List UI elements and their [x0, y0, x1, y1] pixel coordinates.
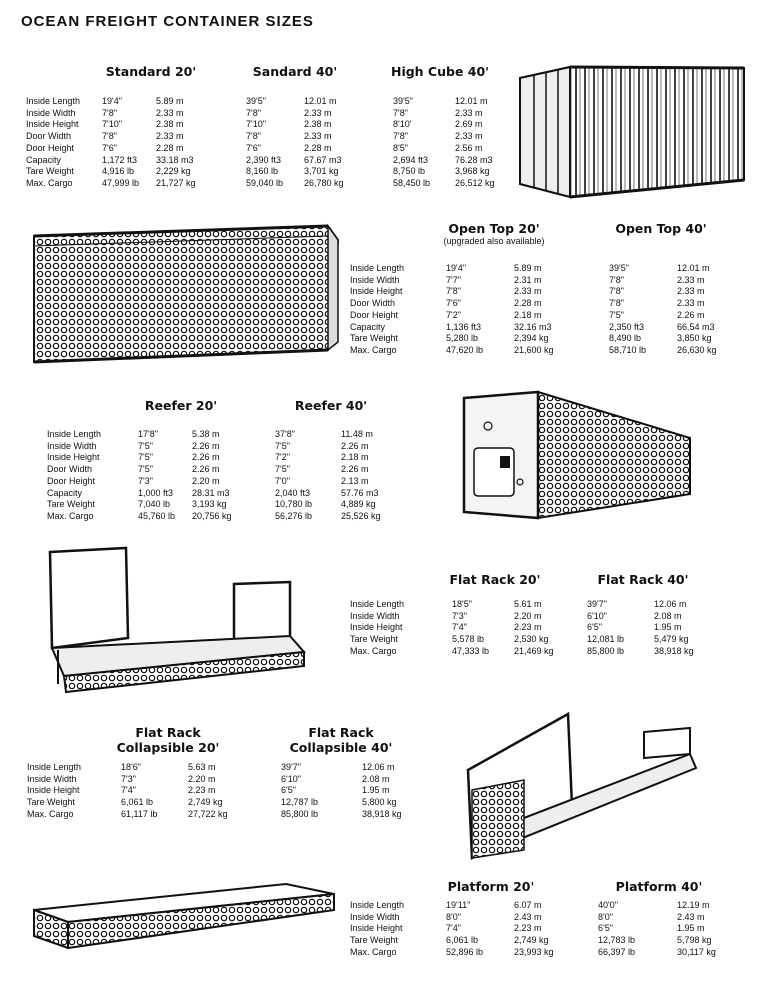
spec-value: 8'5"	[393, 142, 408, 153]
spec-label: Inside Height	[26, 119, 79, 130]
spec-row	[0, 762, 768, 774]
spec-value: 59,040 lb	[246, 177, 284, 188]
spec-value: 7'6"	[102, 142, 117, 153]
spec-value: 37'8"	[275, 429, 295, 439]
spec-label: Inside Length	[350, 900, 405, 910]
spec-value: 2.23 m	[514, 622, 542, 633]
spec-value: 21,469 kg	[514, 645, 554, 656]
spec-value: 7'5"	[609, 309, 624, 320]
spec-value: 7'8"	[609, 298, 624, 309]
spec-value: 76.28 m3	[455, 154, 493, 165]
container-type-name: Platform 20'	[447, 879, 535, 894]
spec-value: 21,600 kg	[514, 344, 554, 355]
spec-value: 66.54 m3	[677, 321, 715, 332]
spec-label: Inside Width	[350, 610, 400, 621]
spec-row	[0, 935, 768, 947]
spec-row	[0, 345, 768, 357]
spec-value: 2.18 m	[514, 309, 542, 320]
spec-value: 2.26 m	[341, 464, 369, 475]
spec-label: Inside Height	[350, 286, 403, 297]
spec-value: 2.28 m	[304, 142, 332, 153]
spec-value: 5,800 kg	[362, 797, 397, 808]
spec-value: 2.33 m	[156, 131, 184, 142]
standard-type-header	[225, 64, 365, 79]
spec-row	[0, 143, 768, 155]
spec-value: 56,276 lb	[275, 510, 313, 521]
spec-value: 2.33 m	[455, 131, 483, 142]
spec-row	[0, 488, 768, 500]
spec-value: 1,136 ft3	[446, 321, 482, 332]
spec-value: 7'6"	[246, 142, 261, 153]
spec-value: 40'0"	[598, 900, 618, 910]
spec-value: 7,040 lb	[138, 499, 171, 510]
spec-value: 19'11"	[446, 900, 471, 910]
spec-row	[0, 441, 768, 453]
spec-label: Inside Width	[27, 773, 77, 784]
spec-value: 12,783 lb	[598, 935, 636, 946]
spec-value: 2.26 m	[341, 440, 369, 451]
spec-value: 2.33 m	[677, 274, 705, 285]
flat-rack-collapsible-type-header	[98, 725, 238, 755]
spec-value: 12,787 lb	[281, 797, 319, 808]
spec-value: 6,061 lb	[446, 935, 479, 946]
spec-value: 2.33 m	[514, 286, 542, 297]
spec-value: 7'10"	[102, 119, 122, 130]
container-type-name: Open Top 40'	[615, 221, 707, 236]
spec-value: 2.33 m	[677, 298, 705, 309]
flat-rack-collapsible-type-header	[271, 725, 411, 755]
spec-value: 4,916 lb	[102, 166, 135, 177]
spec-value: 2.08 m	[362, 773, 390, 784]
flat-rack-type-header	[425, 572, 565, 587]
spec-value: 61,117 lb	[121, 808, 158, 819]
spec-row	[0, 912, 768, 924]
spec-value: 1.95 m	[362, 785, 390, 796]
container-type-name: Sandard 40'	[252, 64, 338, 79]
spec-value: 5.89 m	[514, 263, 542, 273]
open-top-type-header	[424, 221, 564, 246]
spec-value: 5.38 m	[192, 429, 220, 439]
platform-type-header	[421, 879, 561, 894]
spec-value: 2.38 m	[304, 119, 332, 130]
spec-row	[0, 774, 768, 786]
spec-value: 7'3"	[452, 610, 467, 621]
spec-value: 2.20 m	[514, 610, 542, 621]
open-top-type-header	[591, 221, 731, 236]
spec-row	[0, 634, 768, 646]
spec-label: Tare Weight	[47, 499, 95, 510]
spec-value: 2,350 ft3	[609, 321, 645, 332]
spec-label: Inside Length	[26, 96, 81, 106]
spec-row	[0, 797, 768, 809]
spec-value: 2,694 ft3	[393, 154, 429, 165]
spec-value: 39'7"	[281, 762, 301, 772]
spec-value: 3,193 kg	[192, 499, 227, 510]
spec-label: Inside Length	[47, 429, 102, 439]
spec-value: 25,526 kg	[341, 510, 381, 521]
spec-row	[0, 900, 768, 912]
spec-row	[0, 108, 768, 120]
spec-value: 21,727 kg	[156, 177, 196, 188]
spec-value: 38,918 kg	[654, 645, 694, 656]
spec-label: Tare Weight	[350, 333, 398, 344]
spec-value: 1.95 m	[677, 923, 705, 934]
spec-row	[0, 611, 768, 623]
spec-value: 5.61 m	[514, 599, 542, 609]
spec-value: 38,918 kg	[362, 808, 402, 819]
spec-value: 58,450 lb	[393, 177, 431, 188]
spec-row	[0, 785, 768, 797]
spec-value: 1,172 ft3	[102, 154, 138, 165]
spec-value: 2,229 kg	[156, 166, 191, 177]
spec-value: 39'7"	[587, 599, 607, 609]
spec-value: 1.95 m	[654, 622, 682, 633]
spec-value: 12.06 m	[362, 762, 395, 772]
spec-value: 3,968 kg	[455, 166, 490, 177]
spec-value: 7'2"	[275, 452, 290, 463]
spec-value: 2.33 m	[304, 107, 332, 118]
spec-value: 6'10"	[281, 773, 301, 784]
spec-label: Inside Width	[350, 274, 400, 285]
spec-value: 58,710 lb	[609, 344, 647, 355]
spec-value: 2,394 kg	[514, 333, 549, 344]
spec-row	[0, 947, 768, 959]
spec-value: 2,749 kg	[514, 935, 549, 946]
spec-value: 7'6"	[446, 298, 461, 309]
spec-value: 30,117 kg	[677, 946, 716, 957]
spec-value: 7'5"	[138, 440, 153, 451]
spec-value: 3,701 kg	[304, 166, 339, 177]
spec-label: Capacity	[47, 487, 83, 498]
spec-label: Inside Height	[350, 622, 403, 633]
spec-value: 27,722 kg	[188, 808, 228, 819]
spec-label: Inside Length	[350, 599, 405, 609]
spec-value: 5,280 lb	[446, 333, 479, 344]
spec-row	[0, 333, 768, 345]
spec-value: 66,397 lb	[598, 946, 636, 957]
spec-value: 7'8"	[102, 107, 117, 118]
reefer-type-header	[111, 398, 251, 413]
spec-row	[0, 511, 768, 523]
spec-row	[0, 464, 768, 476]
container-type-name: Reefer 40'	[294, 398, 368, 413]
spec-value: 7'0"	[275, 475, 290, 486]
container-type-note: (upgraded also available)	[443, 236, 545, 246]
spec-value: 5,578 lb	[452, 634, 485, 645]
spec-label: Inside Width	[350, 911, 400, 922]
spec-label: Tare Weight	[350, 634, 398, 645]
spec-label: Max. Cargo	[350, 645, 397, 656]
spec-value: 7'2"	[446, 309, 461, 320]
spec-value: 8,750 lb	[393, 166, 426, 177]
spec-row	[0, 310, 768, 322]
spec-row	[0, 286, 768, 298]
spec-value: 19'4"	[446, 263, 466, 273]
spec-value: 7'7"	[446, 274, 461, 285]
spec-value: 4,889 kg	[341, 499, 376, 510]
spec-label: Tare Weight	[27, 797, 75, 808]
spec-value: 7'8"	[102, 131, 117, 142]
spec-value: 12.01 m	[677, 263, 710, 273]
spec-label: Door Width	[350, 298, 396, 309]
spec-value: 2,530 kg	[514, 634, 549, 645]
spec-value: 8'0"	[598, 911, 613, 922]
standard-type-header	[81, 64, 221, 79]
spec-value: 2,749 kg	[188, 797, 223, 808]
spec-value: 2.43 m	[677, 911, 705, 922]
spec-value: 18'6"	[121, 762, 141, 772]
spec-label: Inside Length	[27, 762, 82, 772]
spec-value: 6'5"	[587, 622, 602, 633]
spec-row	[0, 131, 768, 143]
spec-row	[0, 119, 768, 131]
spec-label: Max. Cargo	[47, 510, 94, 521]
container-type-name: Flat Rack 20'	[449, 572, 541, 587]
spec-value: 2.20 m	[188, 773, 216, 784]
spec-value: 5,479 kg	[654, 634, 689, 645]
spec-value: 85,800 lb	[587, 645, 625, 656]
spec-value: 2.26 m	[192, 452, 220, 463]
spec-value: 2.18 m	[341, 452, 369, 463]
spec-row	[0, 155, 768, 167]
spec-value: 7'8"	[609, 286, 624, 297]
spec-row	[0, 499, 768, 511]
spec-value: 39'5"	[609, 263, 629, 273]
spec-value: 28.31 m3	[192, 487, 230, 498]
spec-value: 7'8"	[393, 131, 408, 142]
spec-value: 17'8"	[138, 429, 158, 439]
spec-label: Door Height	[26, 142, 75, 153]
flat-rack-type-header	[573, 572, 713, 587]
spec-value: 2.20 m	[192, 475, 220, 486]
spec-value: 85,800 lb	[281, 808, 319, 819]
spec-value: 8,490 lb	[609, 333, 642, 344]
spec-value: 2.56 m	[455, 142, 483, 153]
spec-label: Door Height	[47, 475, 96, 486]
spec-value: 12.01 m	[455, 96, 488, 106]
spec-value: 7'10"	[246, 119, 266, 130]
container-type-name: Flat Rack Collapsible 20'	[116, 725, 220, 755]
spec-value: 23,993 kg	[514, 946, 554, 957]
spec-label: Inside Width	[26, 107, 76, 118]
container-type-name: Reefer 20'	[144, 398, 218, 413]
spec-value: 2.23 m	[188, 785, 216, 796]
container-type-name: Platform 40'	[615, 879, 703, 894]
spec-value: 2.28 m	[156, 142, 184, 153]
platform-type-header	[589, 879, 729, 894]
spec-row	[0, 809, 768, 821]
spec-value: 2.69 m	[455, 119, 483, 130]
spec-label: Max. Cargo	[350, 946, 397, 957]
spec-value: 39'5"	[393, 96, 413, 106]
spec-value: 2,390 ft3	[246, 154, 282, 165]
spec-value: 57.76 m3	[341, 487, 379, 498]
spec-value: 47,620 lb	[446, 344, 484, 355]
spec-value: 2.33 m	[304, 131, 332, 142]
spec-value: 7'8"	[446, 286, 461, 297]
spec-value: 7'5"	[138, 464, 153, 475]
spec-row	[0, 622, 768, 634]
spec-value: 7'8"	[246, 131, 261, 142]
spec-value: 45,760 lb	[138, 510, 176, 521]
spec-value: 2.13 m	[341, 475, 369, 486]
spec-value: 32.16 m3	[514, 321, 552, 332]
spec-value: 2.33 m	[455, 107, 483, 118]
container-type-name: Open Top 20'	[448, 221, 540, 236]
spec-value: 8,160 lb	[246, 166, 279, 177]
spec-row	[0, 275, 768, 287]
spec-value: 5.89 m	[156, 96, 184, 106]
spec-row	[0, 263, 768, 275]
spec-value: 5,798 kg	[677, 935, 712, 946]
spec-label: Door Width	[26, 131, 72, 142]
spec-value: 1,000 ft3	[138, 487, 174, 498]
container-type-name: High Cube 40'	[390, 64, 490, 79]
spec-value: 12.01 m	[304, 96, 337, 106]
spec-label: Inside Width	[47, 440, 97, 451]
spec-value: 5.63 m	[188, 762, 216, 772]
spec-value: 2.38 m	[156, 119, 184, 130]
spec-value: 10,780 lb	[275, 499, 313, 510]
spec-value: 7'4"	[446, 923, 461, 934]
spec-value: 26,512 kg	[455, 177, 495, 188]
reefer-type-header	[261, 398, 401, 413]
spec-row	[0, 476, 768, 488]
spec-row	[0, 452, 768, 464]
spec-label: Tare Weight	[350, 935, 398, 946]
spec-value: 8'0"	[446, 911, 461, 922]
spec-value: 2.26 m	[192, 464, 220, 475]
spec-value: 6,061 lb	[121, 797, 154, 808]
spec-value: 12.06 m	[654, 599, 687, 609]
spec-label: Door Height	[350, 309, 399, 320]
spec-label: Capacity	[26, 154, 62, 165]
spec-label: Capacity	[350, 321, 386, 332]
spec-label: Inside Length	[350, 263, 405, 273]
container-type-name: Standard 20'	[105, 64, 197, 79]
spec-value: 67.67 m3	[304, 154, 342, 165]
spec-value: 12,081 lb	[587, 634, 625, 645]
spec-value: 39'5"	[246, 96, 266, 106]
spec-value: 19'4"	[102, 96, 122, 106]
spec-value: 3,850 kg	[677, 333, 712, 344]
spec-label: Inside Height	[350, 923, 403, 934]
spec-value: 7'3"	[138, 475, 153, 486]
spec-value: 26,630 kg	[677, 344, 717, 355]
standard-type-header	[370, 64, 510, 79]
spec-value: 6'5"	[598, 923, 613, 934]
spec-value: 2.08 m	[654, 610, 682, 621]
spec-value: 2.28 m	[514, 298, 542, 309]
spec-value: 7'5"	[275, 464, 290, 475]
spec-label: Inside Height	[47, 452, 100, 463]
spec-value: 2.26 m	[192, 440, 220, 451]
spec-row	[0, 322, 768, 334]
spec-value: 47,333 lb	[452, 645, 490, 656]
spec-value: 47,999 lb	[102, 177, 140, 188]
spec-value: 2.33 m	[677, 286, 705, 297]
spec-value: 6'10"	[587, 610, 607, 621]
spec-value: 7'8"	[246, 107, 261, 118]
spec-value: 7'5"	[275, 440, 290, 451]
spec-value: 6.07 m	[514, 900, 542, 910]
spec-value: 2.43 m	[514, 911, 542, 922]
spec-row	[0, 429, 768, 441]
spec-row	[0, 646, 768, 658]
spec-value: 26,780 kg	[304, 177, 344, 188]
spec-row	[0, 298, 768, 310]
spec-label: Door Width	[47, 464, 93, 475]
spec-value: 33.18 m3	[156, 154, 194, 165]
spec-value: 52,896 lb	[446, 946, 484, 957]
spec-value: 11.48 m	[341, 429, 373, 439]
spec-value: 2.23 m	[514, 923, 542, 934]
spec-row	[0, 178, 768, 190]
spec-value: 8'10'	[393, 119, 412, 130]
page-title: OCEAN FREIGHT CONTAINER SIZES	[21, 13, 314, 30]
spec-value: 7'5"	[138, 452, 153, 463]
spec-value: 18'5"	[452, 599, 472, 609]
spec-value: 2.26 m	[677, 309, 705, 320]
spec-value: 12.19 m	[677, 900, 710, 910]
spec-value: 7'8"	[393, 107, 408, 118]
spec-value: 7'8"	[609, 274, 624, 285]
container-type-name: Flat Rack Collapsible 40'	[289, 725, 393, 755]
spec-label: Max. Cargo	[27, 808, 74, 819]
spec-label: Max. Cargo	[26, 177, 73, 188]
spec-label: Max. Cargo	[350, 344, 397, 355]
spec-label: Tare Weight	[26, 166, 74, 177]
spec-value: 7'4"	[121, 785, 136, 796]
container-type-name: Flat Rack 40'	[597, 572, 689, 587]
spec-label: Inside Height	[27, 785, 80, 796]
spec-value: 2,040 ft3	[275, 487, 311, 498]
spec-row	[0, 599, 768, 611]
spec-value: 6'5"	[281, 785, 296, 796]
spec-value: 20,756 kg	[192, 510, 232, 521]
spec-value: 2.33 m	[156, 107, 184, 118]
spec-row	[0, 923, 768, 935]
spec-value: 2.31 m	[514, 274, 542, 285]
spec-value: 7'3"	[121, 773, 136, 784]
spec-row	[0, 166, 768, 178]
spec-row	[0, 96, 768, 108]
spec-value: 7'4"	[452, 622, 467, 633]
